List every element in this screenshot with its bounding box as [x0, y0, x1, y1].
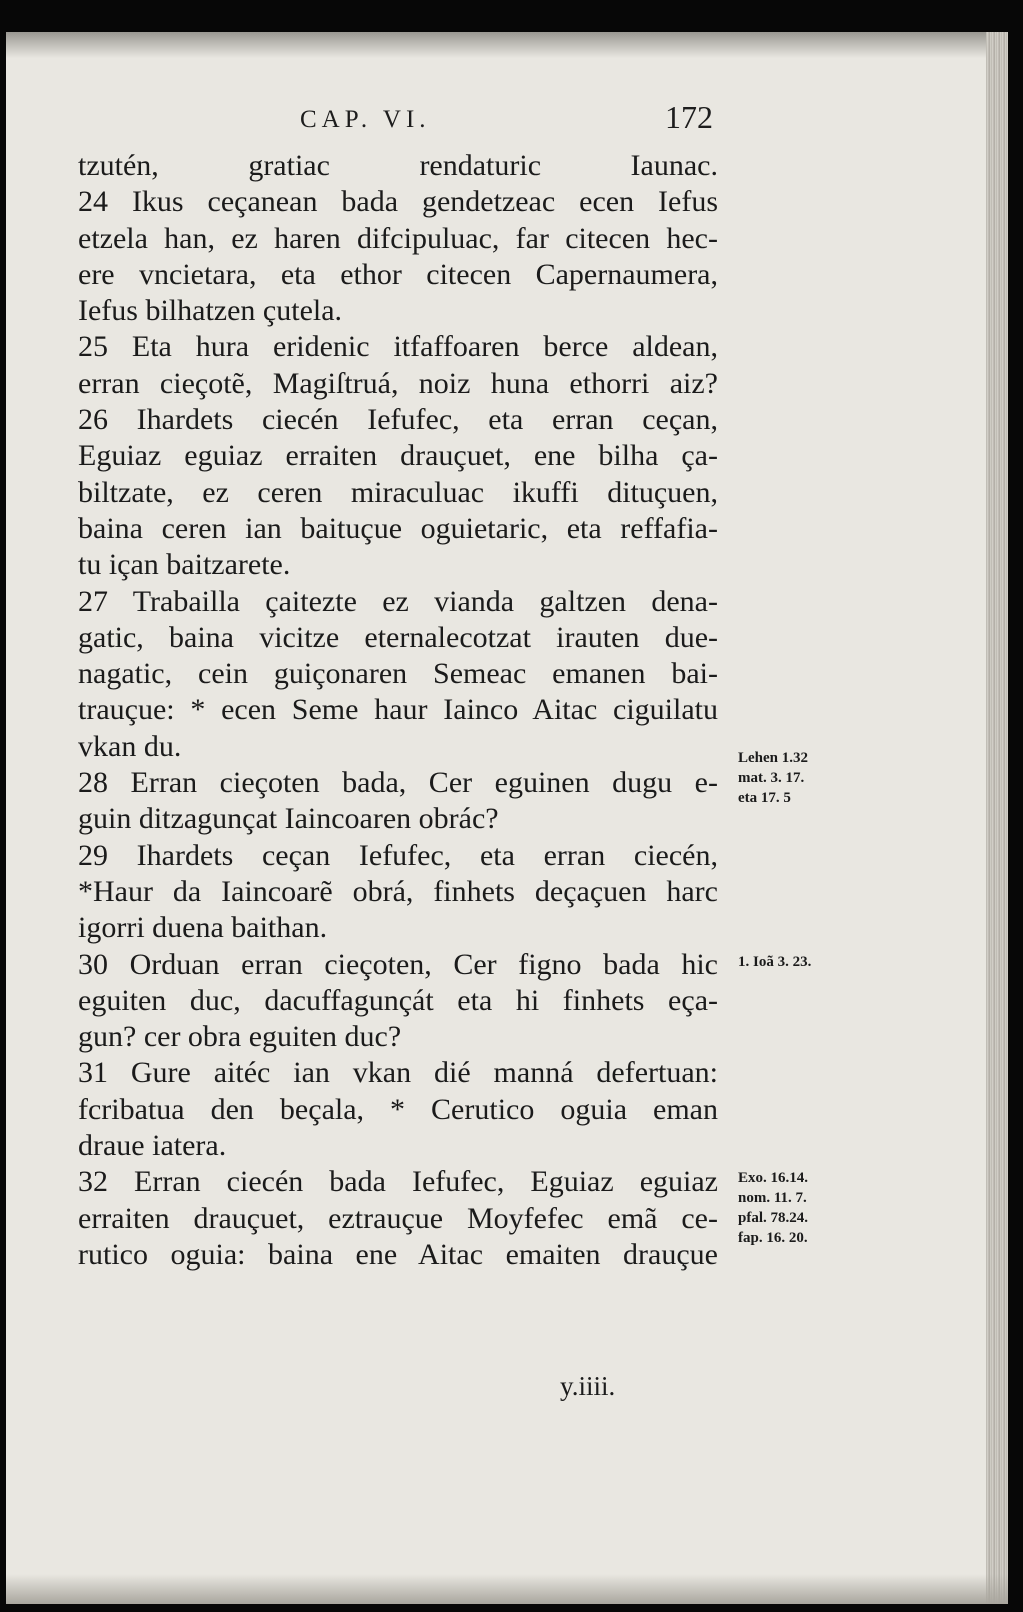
- text-line: 25 Eta hura eridenic itfaffoaren berce aldean,: [78, 330, 718, 364]
- text-line: nagatic, cein guiçonaren Semeac emanen bai-: [78, 657, 718, 691]
- text-line: eguiten duc, dacuffagunçát eta hi finhets eça-: [78, 983, 718, 1017]
- text-line: baina ceren ian baituçue oguietaric, eta reffafia-: [78, 511, 718, 545]
- marginal-note-1: [738, 748, 808, 808]
- marginal-note-3: [738, 1168, 808, 1248]
- main-text-block: [78, 148, 718, 1273]
- note-line: fap. 16. 20.: [738, 1230, 808, 1246]
- text-line: *Haur da Iaincoarẽ obrá, finhets deçaçuen harc: [78, 874, 718, 908]
- text-line: gun? cer obra eguiten duc?: [78, 1020, 402, 1054]
- page-top-shadow: [6, 32, 1008, 58]
- text-line: 26 Ihardets ciecén Iefufec, eta erran ceçan,: [78, 403, 718, 437]
- text-line: gatic, baina vicitze eternalecotzat irauten due-: [78, 620, 718, 654]
- text-line: Eguiaz eguiaz erraiten drauçuet, ene bilha ça-: [78, 439, 718, 473]
- text-line: ere vncietara, eta ethor citecen Capernaumera,: [78, 257, 718, 291]
- signature-mark: y.iiii.: [560, 1371, 616, 1401]
- text-line: erran cieçotẽ, Magiſtruá, noiz huna ethorri aiz?: [78, 366, 718, 400]
- note-line: eta 17. 5: [738, 790, 791, 806]
- text-line: draue iatera.: [78, 1129, 227, 1163]
- text-line: erraiten drauçuet, eztrauçue Moyfefec emã ce-: [78, 1201, 718, 1235]
- note-line: mat. 3. 17.: [738, 770, 805, 786]
- marginal-note-2: [738, 952, 811, 972]
- page-header: [75, 99, 715, 144]
- text-line: 31 Gure aitéc ian vkan dié manná defertuan:: [78, 1056, 718, 1090]
- text-line: 27 Trabailla çaitezte ez vianda galtzen dena-: [78, 584, 718, 618]
- text-line: trauçue: * ecen Seme haur Iainco Aitac ciguilatu: [78, 693, 718, 727]
- text-line: fcribatua den beçala, * Cerutico oguia eman: [78, 1092, 718, 1126]
- text-line: 29 Ihardets ceçan Iefufec, eta erran ciecén,: [78, 838, 718, 872]
- page-edge: [986, 32, 1008, 1604]
- text-line: etzela han, ez haren difcipuluac, far citecen hec-: [78, 221, 718, 255]
- text-line: guin ditzagunçat Iaincoaren obrác?: [78, 802, 499, 836]
- text-line: tzutén, gratiac rendaturic Iaunac.: [78, 149, 718, 182]
- text-line: 24 Ikus ceçanean bada gendetzeac ecen Iefus: [78, 185, 718, 219]
- text-line: vkan du.: [78, 729, 182, 763]
- text-line: Iefus bilhatzen çutela.: [78, 294, 343, 328]
- text-line: biltzate, ez ceren miraculuac ikuffi dituçuen,: [78, 475, 718, 509]
- text-line: rutico oguia: baina ene Aitac emaiten drauçue: [78, 1237, 718, 1271]
- text-line: 30 Orduan erran cieçoten, Cer figno bada hic: [78, 947, 718, 981]
- text-line: 32 Erran ciecén bada Iefufec, Eguiaz eguiaz: [78, 1165, 718, 1199]
- page-number: 172: [665, 99, 713, 135]
- note-line: nom. 11. 7.: [738, 1190, 807, 1206]
- note-line: Exo. 16.14.: [738, 1170, 809, 1186]
- note-line: Lehen 1.32: [738, 750, 809, 766]
- note-line: pfal. 78.24.: [738, 1210, 809, 1226]
- note-line: 1. Ioã 3. 23.: [738, 954, 812, 970]
- running-head: CAP. VI.: [300, 106, 431, 133]
- text-line: tu içan baitzarete.: [78, 548, 291, 582]
- page-bottom-shadow: [6, 1574, 1008, 1604]
- text-line: 28 Erran cieçoten bada, Cer eguinen dugu e-: [78, 766, 718, 800]
- text-line: igorri duena baithan.: [78, 911, 328, 945]
